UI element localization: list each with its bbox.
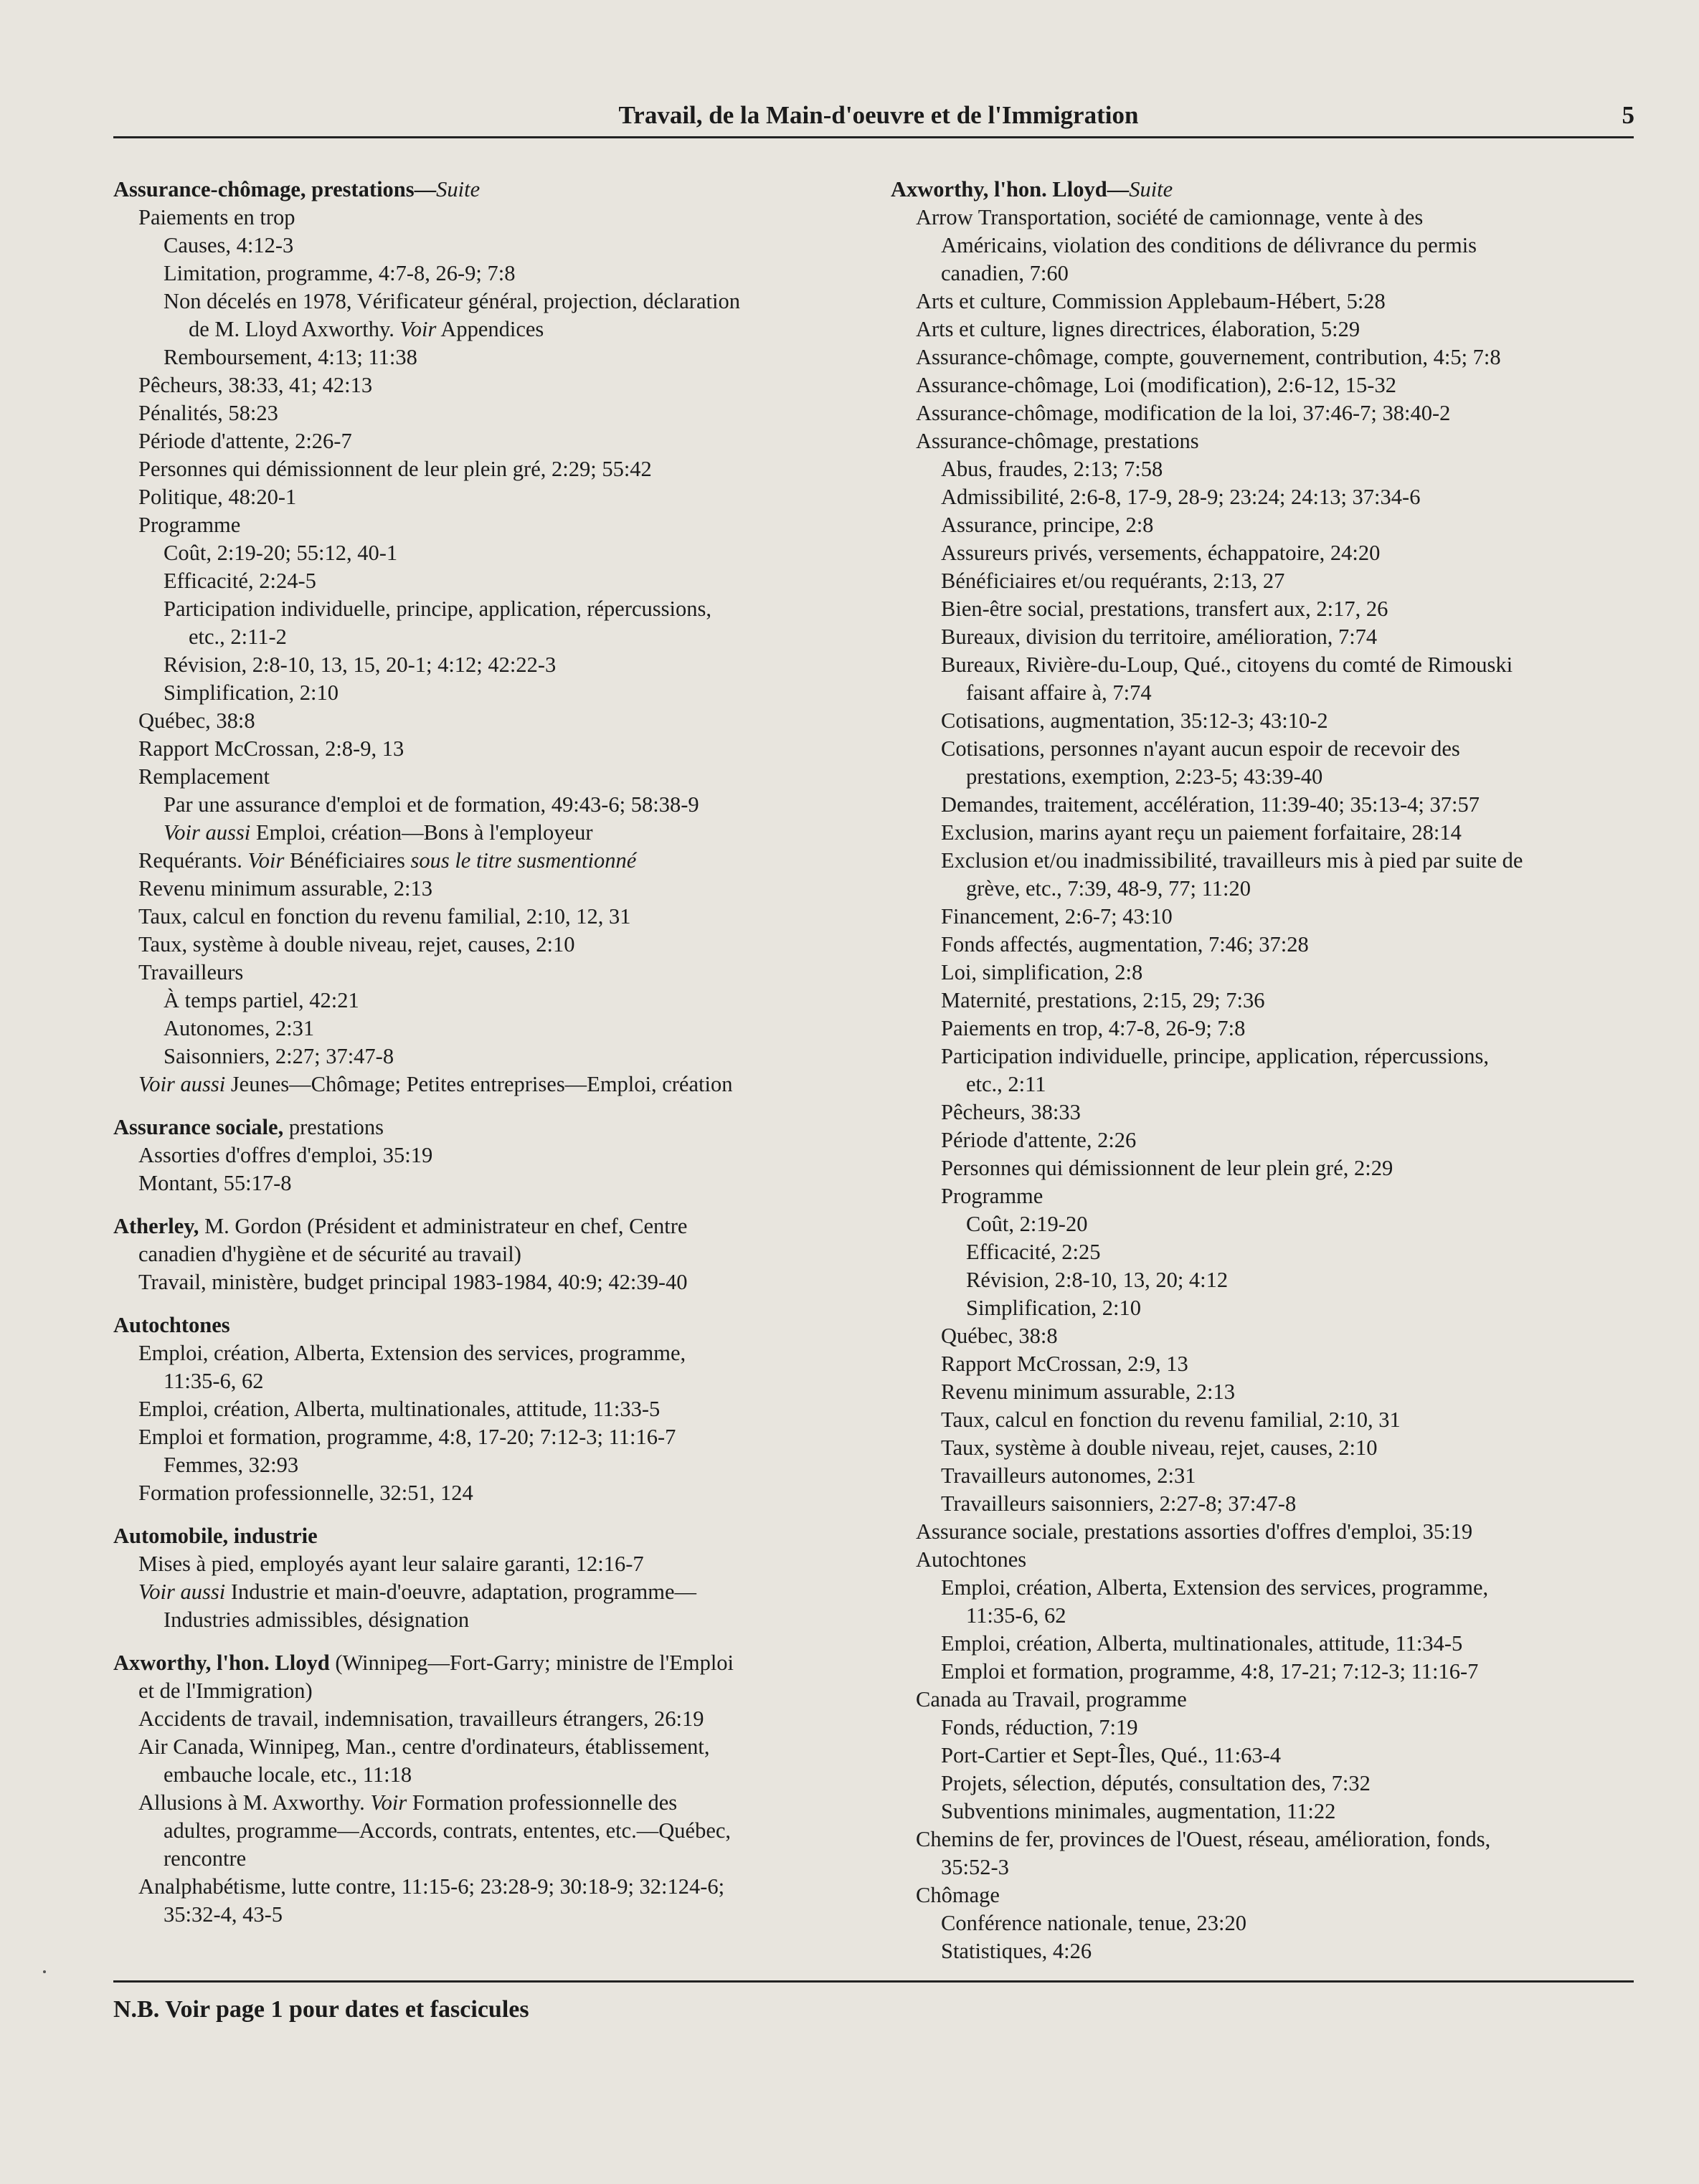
index-entry: Non décelés en 1978, Vérificateur général, projection, déclaration bbox=[164, 289, 740, 313]
index-entry: Assurance-chômage, modification de la loi, 37:46-7; 38:40-2 bbox=[916, 401, 1451, 425]
index-entry: Fonds, réduction, 7:19 bbox=[941, 1715, 1138, 1739]
index-entry: Arts et culture, lignes directrices, élaboration, 5:29 bbox=[916, 317, 1360, 341]
index-entry: Bénéficiaires et/ou requérants, 2:13, 27 bbox=[941, 569, 1285, 593]
index-entry: Emploi et formation, programme, 4:8, 17-21; 7:12-3; 11:16-7 bbox=[941, 1659, 1479, 1684]
index-entry: Politique, 48:20-1 bbox=[138, 485, 297, 509]
index-text-segment: Industrie et main-d'oeuvre, adaptation, programme— bbox=[225, 1580, 696, 1604]
page-number: 5 bbox=[1622, 101, 1634, 129]
index-text-segment: M. Gordon (Président et administrateur en chef, Centre bbox=[199, 1214, 688, 1238]
index-entry bbox=[113, 847, 881, 875]
index-text-segment: Voir bbox=[370, 1790, 407, 1815]
index-entry: Assureurs privés, versements, échappatoire, 24:20 bbox=[941, 541, 1381, 565]
index-entry: Analphabétisme, lutte contre, 11:15-6; 23:28-9; 30:18-9; 32:124-6; bbox=[138, 1874, 725, 1899]
index-entry bbox=[113, 315, 881, 343]
index-entry: Autochtones bbox=[916, 1547, 1027, 1572]
index-entry: Assurance-chômage, Loi (modification), 2:6-12, 15-32 bbox=[916, 373, 1396, 397]
index-entry: 11:35-6, 62 bbox=[164, 1369, 264, 1393]
margin-mark bbox=[43, 1970, 46, 1973]
index-entry: Québec, 38:8 bbox=[138, 708, 255, 733]
index-entry bbox=[113, 1578, 881, 1606]
index-entry: Paiements en trop, 4:7-8, 26-9; 7:8 bbox=[941, 1016, 1246, 1040]
index-entry: Cotisations, personnes n'ayant aucun espoir de recevoir des bbox=[941, 736, 1460, 761]
footer-note: N.B. Voir page 1 pour dates et fascicules bbox=[113, 1996, 529, 2023]
index-text-segment: prestations bbox=[283, 1115, 384, 1139]
index-entry: Chemins de fer, provinces de l'Ouest, réseau, amélioration, fonds, bbox=[916, 1827, 1491, 1851]
index-entry: Personnes qui démissionnent de leur plein gré, 2:29 bbox=[941, 1156, 1393, 1180]
index-entry: Exclusion et/ou inadmissibilité, travailleurs mis à pied par suite de bbox=[941, 848, 1523, 873]
index-entry: 35:52-3 bbox=[941, 1855, 1009, 1879]
index-entry: Taux, calcul en fonction du revenu familial, 2:10, 12, 31 bbox=[138, 904, 631, 929]
index-text-segment: Appendices bbox=[436, 317, 544, 341]
index-entry: Abus, fraudes, 2:13; 7:58 bbox=[941, 457, 1163, 481]
index-entry: Causes, 4:12-3 bbox=[164, 233, 294, 257]
index-entry: adultes, programme—Accords, contrats, ententes, etc.—Québec, bbox=[164, 1818, 732, 1843]
index-entry: Projets, sélection, députés, consultation des, 7:32 bbox=[941, 1771, 1371, 1795]
index-text-segment: Requérants. bbox=[138, 848, 248, 873]
index-text-segment: Suite bbox=[436, 177, 481, 201]
index-entry: canadien, 7:60 bbox=[941, 261, 1069, 285]
index-entry: Bien-être social, prestations, transfert aux, 2:17, 26 bbox=[941, 597, 1388, 621]
header-rule bbox=[113, 136, 1634, 138]
index-entry: Révision, 2:8-10, 13, 15, 20-1; 4:12; 42:22-3 bbox=[164, 652, 557, 677]
index-entry: Participation individuelle, principe, application, répercussions, bbox=[164, 597, 711, 621]
index-entry: Pénalités, 58:23 bbox=[138, 401, 278, 425]
index-entry: Québec, 38:8 bbox=[941, 1324, 1058, 1348]
index-text-segment: Atherley, bbox=[113, 1214, 199, 1238]
index-entry: canadien d'hygiène et de sécurité au travail) bbox=[138, 1242, 521, 1266]
index-entry: Port-Cartier et Sept-Îles, Qué., 11:63-4 bbox=[941, 1743, 1282, 1767]
index-text-segment: Allusions à M. Axworthy. bbox=[138, 1790, 371, 1815]
index-text-segment: Voir aussi bbox=[164, 820, 251, 845]
index-text-segment: Voir aussi bbox=[138, 1072, 226, 1096]
index-entry: faisant affaire à, 7:74 bbox=[966, 680, 1152, 705]
index-text-segment: Suite bbox=[1129, 177, 1173, 201]
index-heading bbox=[113, 1212, 881, 1240]
index-entry: Assurance, principe, 2:8 bbox=[941, 513, 1154, 537]
index-heading bbox=[113, 176, 881, 204]
index-entry: Loi, simplification, 2:8 bbox=[941, 960, 1143, 984]
index-entry: Maternité, prestations, 2:15, 29; 7:36 bbox=[941, 988, 1265, 1012]
index-heading bbox=[891, 176, 1644, 204]
index-entry: Efficacité, 2:24-5 bbox=[164, 569, 316, 593]
index-entry: Efficacité, 2:25 bbox=[966, 1240, 1101, 1264]
index-text-segment: Voir bbox=[399, 317, 437, 341]
index-entry: Participation individuelle, principe, application, répercussions, bbox=[941, 1044, 1489, 1068]
index-text-segment: (Winnipeg—Fort-Garry; ministre de l'Emploi bbox=[329, 1651, 734, 1675]
index-entry: Industries admissibles, désignation bbox=[164, 1608, 470, 1632]
index-entry: Bureaux, Rivière-du-Loup, Qué., citoyens du comté de Rimouski bbox=[941, 652, 1513, 677]
index-entry: Financement, 2:6-7; 43:10 bbox=[941, 904, 1173, 929]
index-entry: Taux, système à double niveau, rejet, causes, 2:10 bbox=[941, 1435, 1378, 1460]
index-entry: Exclusion, marins ayant reçu un paiement forfaitaire, 28:14 bbox=[941, 820, 1462, 845]
index-entry: Assurance-chômage, prestations bbox=[916, 429, 1199, 453]
index-entry: Coût, 2:19-20; 55:12, 40-1 bbox=[164, 541, 398, 565]
index-entry bbox=[113, 1789, 881, 1817]
index-entry: À temps partiel, 42:21 bbox=[164, 988, 359, 1012]
index-entry: Assurance sociale, prestations assorties d'offres d'emploi, 35:19 bbox=[916, 1519, 1473, 1544]
index-text-segment: Bénéficiaires bbox=[284, 848, 411, 873]
index-text-segment: Autochtones bbox=[113, 1313, 230, 1337]
index-entry: Par une assurance d'emploi et de formation, 49:43-6; 58:38-9 bbox=[164, 792, 699, 817]
index-entry: Statistiques, 4:26 bbox=[941, 1939, 1092, 1963]
index-heading bbox=[113, 1114, 881, 1141]
index-entry: Taux, calcul en fonction du revenu familial, 2:10, 31 bbox=[941, 1407, 1401, 1432]
index-entry: Mises à pied, employés ayant leur salaire garanti, 12:16-7 bbox=[138, 1552, 644, 1576]
index-text-segment: Jeunes—Chômage; Petites entreprises—Emploi, création bbox=[225, 1072, 733, 1096]
index-entry: Cotisations, augmentation, 35:12-3; 43:10-2 bbox=[941, 708, 1328, 733]
index-entry: Admissibilité, 2:6-8, 17-9, 28-9; 23:24; 24:13; 37:34-6 bbox=[941, 485, 1421, 509]
footer-rule bbox=[113, 1980, 1634, 1983]
index-entry: etc., 2:11 bbox=[966, 1072, 1046, 1096]
index-entry: Simplification, 2:10 bbox=[164, 680, 339, 705]
index-text-segment: Voir bbox=[247, 848, 285, 873]
index-entry: Fonds affectés, augmentation, 7:46; 37:28 bbox=[941, 932, 1309, 956]
index-entry: embauche locale, etc., 11:18 bbox=[164, 1762, 412, 1787]
index-heading bbox=[113, 1311, 881, 1339]
index-entry: Emploi, création, Alberta, Extension des services, programme, bbox=[138, 1341, 686, 1365]
index-entry: Emploi, création, Alberta, multinationales, attitude, 11:34-5 bbox=[941, 1631, 1463, 1656]
index-entry: Personnes qui démissionnent de leur plein gré, 2:29; 55:42 bbox=[138, 457, 652, 481]
index-entry: Formation professionnelle, 32:51, 124 bbox=[138, 1481, 473, 1505]
index-entry: Emploi, création, Alberta, multinationales, attitude, 11:33-5 bbox=[138, 1397, 661, 1421]
index-entry: Revenu minimum assurable, 2:13 bbox=[941, 1380, 1235, 1404]
index-entry: Paiements en trop bbox=[138, 205, 295, 229]
index-text-segment: Assurance-chômage, prestations— bbox=[113, 177, 437, 201]
index-entry: Emploi et formation, programme, 4:8, 17-20; 7:12-3; 11:16-7 bbox=[138, 1425, 676, 1449]
index-entry: Arts et culture, Commission Applebaum-Hébert, 5:28 bbox=[916, 289, 1386, 313]
index-entry: Période d'attente, 2:26 bbox=[941, 1128, 1137, 1152]
index-text-segment: Voir aussi bbox=[138, 1580, 226, 1604]
index-heading bbox=[113, 1649, 881, 1677]
index-entry: Travailleurs saisonniers, 2:27-8; 37:47-8 bbox=[941, 1491, 1297, 1516]
index-text-segment: Automobile, industrie bbox=[113, 1524, 318, 1548]
index-entry: Rapport McCrossan, 2:8-9, 13 bbox=[138, 736, 404, 761]
index-entry: Conférence nationale, tenue, 23:20 bbox=[941, 1911, 1246, 1935]
index-entry: Assorties d'offres d'emploi, 35:19 bbox=[138, 1143, 433, 1167]
index-entry: grève, etc., 7:39, 48-9, 77; 11:20 bbox=[966, 876, 1251, 901]
index-entry: etc., 2:11-2 bbox=[189, 625, 287, 649]
index-text-segment: Axworthy, l'hon. Lloyd bbox=[113, 1651, 330, 1675]
index-entry: prestations, exemption, 2:23-5; 43:39-40 bbox=[966, 764, 1323, 789]
index-entry: Simplification, 2:10 bbox=[966, 1296, 1141, 1320]
index-entry: et de l'Immigration) bbox=[138, 1679, 313, 1703]
index-text-segment: Assurance sociale, bbox=[113, 1115, 284, 1139]
index-entry: Programme bbox=[941, 1184, 1043, 1208]
index-entry: Pêcheurs, 38:33 bbox=[941, 1100, 1081, 1124]
index-text-segment: Emploi, création—Bons à l'employeur bbox=[250, 820, 593, 845]
index-entry bbox=[113, 1070, 881, 1098]
index-entry: Remboursement, 4:13; 11:38 bbox=[164, 345, 417, 369]
index-entry: Taux, système à double niveau, rejet, causes, 2:10 bbox=[138, 932, 575, 956]
index-text-segment: sous le titre susmentionné bbox=[410, 848, 637, 873]
right-index-column bbox=[891, 176, 1644, 1965]
index-entry: rencontre bbox=[164, 1846, 247, 1871]
index-entry: Autonomes, 2:31 bbox=[164, 1016, 315, 1040]
index-entry: Assurance-chômage, compte, gouvernement, contribution, 4:5; 7:8 bbox=[916, 345, 1501, 369]
index-entry: Montant, 55:17-8 bbox=[138, 1171, 292, 1195]
page-header-title: Travail, de la Main-d'oeuvre et de l'Immigration bbox=[618, 101, 1139, 129]
index-entry: Limitation, programme, 4:7-8, 26-9; 7:8 bbox=[164, 261, 516, 285]
index-entry: Pêcheurs, 38:33, 41; 42:13 bbox=[138, 373, 373, 397]
index-entry bbox=[113, 819, 881, 847]
index-entry: Période d'attente, 2:26-7 bbox=[138, 429, 352, 453]
index-entry: Subventions minimales, augmentation, 11:22 bbox=[941, 1799, 1336, 1823]
index-text-segment: de M. Lloyd Axworthy. bbox=[189, 317, 400, 341]
index-entry: Femmes, 32:93 bbox=[164, 1453, 299, 1477]
index-entry: Programme bbox=[138, 513, 241, 537]
index-heading bbox=[113, 1522, 881, 1550]
index-entry: Remplacement bbox=[138, 764, 270, 789]
index-entry: Chômage bbox=[916, 1883, 1000, 1907]
index-entry: Emploi, création, Alberta, Extension des services, programme, bbox=[941, 1575, 1489, 1600]
index-entry: Arrow Transportation, société de camionnage, vente à des bbox=[916, 205, 1424, 229]
left-index-column bbox=[113, 176, 881, 1929]
index-entry: Air Canada, Winnipeg, Man., centre d'ordinateurs, établissement, bbox=[138, 1734, 710, 1759]
index-entry: Rapport McCrossan, 2:9, 13 bbox=[941, 1352, 1188, 1376]
index-entry: Américains, violation des conditions de délivrance du permis bbox=[941, 233, 1477, 257]
index-entry: Travail, ministère, budget principal 1983-1984, 40:9; 42:39-40 bbox=[138, 1270, 688, 1294]
index-entry: Révision, 2:8-10, 13, 20; 4:12 bbox=[966, 1268, 1229, 1292]
index-entry: Accidents de travail, indemnisation, travailleurs étrangers, 26:19 bbox=[138, 1706, 704, 1731]
index-entry: Travailleurs autonomes, 2:31 bbox=[941, 1463, 1196, 1488]
index-entry: Revenu minimum assurable, 2:13 bbox=[138, 876, 432, 901]
index-entry: Travailleurs bbox=[138, 960, 244, 984]
index-text-segment: Axworthy, l'hon. Lloyd— bbox=[891, 177, 1130, 201]
index-entry: Demandes, traitement, accélération, 11:39-40; 35:13-4; 37:57 bbox=[941, 792, 1480, 817]
index-entry: 11:35-6, 62 bbox=[966, 1603, 1066, 1628]
index-entry: Canada au Travail, programme bbox=[916, 1687, 1187, 1711]
index-text-segment: Formation professionnelle des bbox=[407, 1790, 678, 1815]
index-entry: Saisonniers, 2:27; 37:47-8 bbox=[164, 1044, 394, 1068]
index-entry: 35:32-4, 43-5 bbox=[164, 1902, 283, 1927]
index-entry: Bureaux, division du territoire, amélioration, 7:74 bbox=[941, 625, 1378, 649]
index-entry: Coût, 2:19-20 bbox=[966, 1212, 1088, 1236]
